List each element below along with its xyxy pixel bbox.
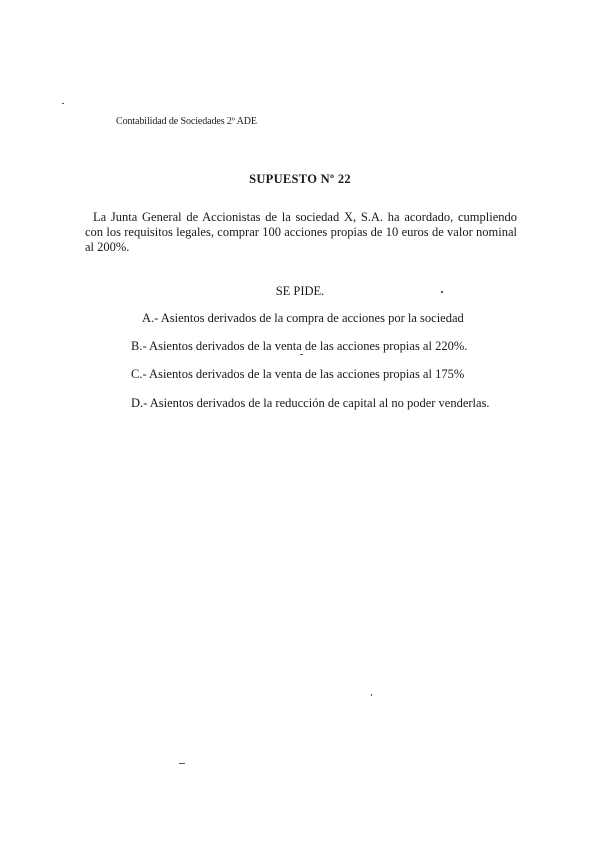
task-b: B.- Asientos derivados de la venta de las acciones propias al 220%. xyxy=(131,339,468,353)
scan-speck xyxy=(441,291,443,293)
exercise-title: SUPUESTO Nº 22 xyxy=(249,172,351,186)
exercise-statement: La Junta General de Accionistas de la sociedad X, S.A. ha acordado, cumpliendo con los requisitos legales, comprar 100 acciones propias de 10 euros de valor nominal al 200%. xyxy=(85,210,517,254)
se-pide-heading: SE PIDE. xyxy=(275,284,325,298)
task-c: C.- Asientos derivados de la venta de las acciones propias al 175% xyxy=(131,367,465,381)
scan-speck xyxy=(179,763,185,764)
scan-speck xyxy=(62,103,64,104)
course-header: Contabilidad de Sociedades 2º ADE xyxy=(116,116,257,127)
task-a: A.- Asientos derivados de la compra de acciones por la sociedad xyxy=(142,311,464,325)
task-d: D.- Asientos derivados de la reducción de capital al no poder venderlas. xyxy=(131,396,490,410)
scan-speck xyxy=(300,354,303,355)
scan-speck xyxy=(371,694,372,696)
